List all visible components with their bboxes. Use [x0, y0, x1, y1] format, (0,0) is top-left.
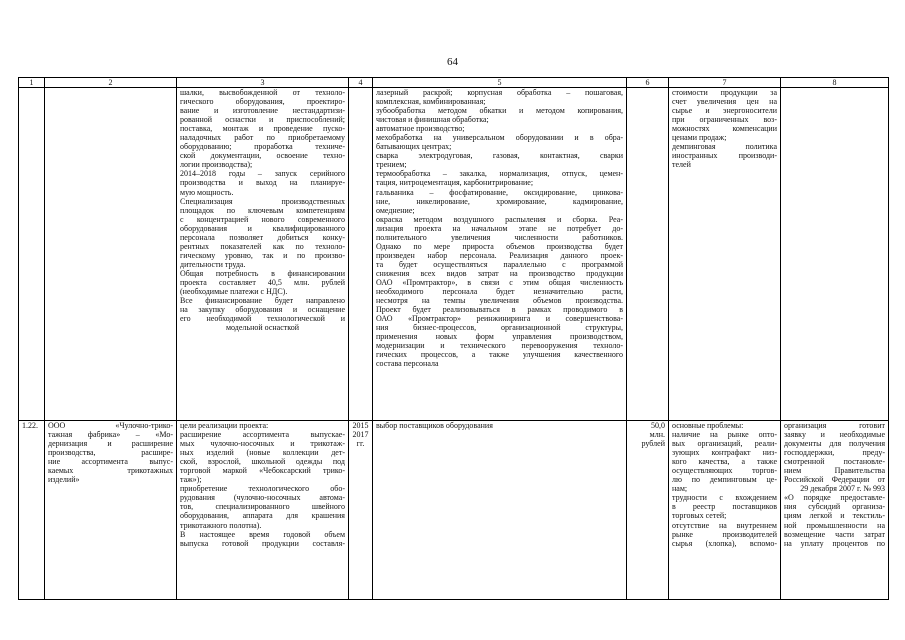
text-line: поставка, монтаж и проведение пуско-: [180, 124, 345, 134]
text-line: с концентрацией нового современного: [180, 214, 345, 224]
text-line: применения новых форм управления производством,: [376, 332, 623, 342]
text-line: документы для получения: [784, 439, 885, 449]
header-cell: 6: [627, 78, 669, 88]
text-line: В настоящее время годовой объем: [180, 529, 345, 539]
project-name-cell: [45, 88, 177, 421]
text-line: омеднение;: [376, 205, 415, 215]
text-line: гических процессов, а также улучшения качественного: [376, 350, 623, 360]
text-line: лазерный раскрой; корпусная обработка – пошаговая,: [376, 88, 623, 97]
text-line: лизация проекта на начальном этапе не потребует до-: [376, 223, 623, 233]
text-line: наличие на рынке опто-: [672, 430, 777, 440]
text-line: 2015: [352, 421, 369, 430]
text-line: «О порядке предоставле-: [784, 493, 885, 503]
text-line: шалки, высвобожденной от техноло-: [180, 88, 345, 97]
text-line: производства, расшире-: [48, 448, 173, 458]
text-line: тация, нитроцементация, карбонитрирование;: [376, 178, 534, 188]
header-cell: 5: [373, 78, 627, 88]
text-line: сырья (хлопка), вспомо-: [672, 538, 777, 548]
text-line: Российской Федерации от: [784, 475, 885, 485]
text-line: торговой маркой «Чебоксарский трико-: [180, 466, 345, 476]
text-line: приобретение технологического обо-: [180, 484, 345, 494]
page-number: 64: [447, 56, 458, 68]
text-line: произведен набор персонала. Реализация данного проек-: [376, 250, 623, 260]
text-line: ской, взрослой, школьной одежды под: [180, 457, 345, 467]
text-line: мых чулочно-носочных и трикотаж-: [180, 439, 345, 449]
text-line: та будет осуществляться параллельно с программой: [376, 259, 623, 269]
support-measures-cell: [781, 421, 889, 600]
text-line: вых организаций, реали-: [672, 439, 777, 449]
text-line: организация готовит: [784, 421, 885, 430]
text-line: расширение ассортимента выпускае-: [180, 430, 345, 440]
text-line: чистовая и финишная обработка;: [376, 115, 489, 125]
text-line: трикотажного полотна).: [180, 520, 262, 530]
text-line: зубообработка методом обкатки и методом копирования,: [376, 106, 623, 116]
text-line: площадок по ключевым компетенциям: [180, 205, 345, 215]
text-line: рудования (чулочно-носочных автома-: [180, 493, 345, 503]
text-line: 50,0: [651, 421, 665, 430]
text-line: мую мощность.: [180, 187, 234, 197]
text-line: смотренной постановле-: [784, 457, 885, 467]
header-cell: 3: [177, 78, 349, 88]
text-line: (необходимые платежи с НДС).: [180, 287, 288, 297]
text-line: производства и выход на планируе-: [180, 178, 345, 188]
header-cell: 1: [19, 78, 45, 88]
text-line: лю по демпинговым це-: [672, 475, 777, 485]
text-line: его необходимой технологической и: [180, 314, 345, 324]
support-measures-cell: [781, 88, 889, 421]
text-line: господдержки, преду-: [784, 448, 885, 458]
table-row: [19, 421, 889, 600]
text-line: персонала позволяет добиться конку-: [180, 232, 345, 242]
text-line: вание и изготовление нестандартизи-: [180, 106, 345, 116]
text-line: млн.: [649, 430, 665, 440]
table-header-row: [19, 78, 889, 88]
text-line: несмотря на темпы увеличения объемов производства.: [376, 296, 623, 306]
period-cell: [349, 88, 373, 421]
text-line: таж»);: [180, 475, 202, 485]
text-line: термообработка – закалка, нормализация, отпуск, цемен-: [376, 169, 623, 179]
text-line: ОАО «Промтрактор», в связи с этим общая численность: [376, 277, 623, 287]
text-line: торговых сетей;: [672, 511, 727, 521]
project-description-cell: [177, 421, 349, 600]
text-line: дернизация и расширение: [48, 439, 173, 449]
text-line: гического оборудования, проектиро-: [180, 97, 345, 107]
text-line: автоматное производство;: [376, 124, 465, 134]
text-line: нием Правительства: [784, 466, 885, 476]
text-line: ской документации, освоение техно-: [180, 151, 345, 161]
text-line: цели реализации проекта:: [180, 421, 269, 430]
project-name-cell: [45, 421, 177, 600]
text-line: снижения всех видов затрат на производство продукции: [376, 268, 623, 278]
text-line: ния субсидий организа-: [784, 502, 885, 512]
text-line: в реестр поставщиков: [672, 502, 777, 512]
text-line: необходимого персонала будет незначительно расти,: [376, 287, 623, 297]
risks-cell: [669, 421, 781, 600]
text-line: счет увеличения цен на: [672, 97, 777, 107]
text-line: основные проблемы:: [672, 421, 744, 430]
financing-cell: [627, 88, 669, 421]
text-line: ных изделий (новые коллекции дет-: [180, 448, 345, 458]
text-line: стоимости продукции за: [672, 88, 777, 97]
text-line: кого качества, а также: [672, 457, 777, 467]
header-cell: 2: [45, 78, 177, 88]
period-cell: [349, 421, 373, 600]
text-line: Однако по мере прироста объемов производства будет: [376, 241, 623, 251]
text-line: 2017: [352, 430, 369, 440]
text-line: гг.: [356, 439, 365, 449]
text-line: ценами продаж;: [672, 133, 727, 143]
text-line: выпуска готовой продукции составля-: [180, 538, 345, 548]
text-line: тов, специализированного швейного: [180, 502, 345, 512]
text-line: возмещение части затрат: [784, 529, 885, 539]
text-line: сырье и энергоносители: [672, 106, 777, 116]
text-line: можностях компенсации: [672, 124, 777, 134]
text-line: полнительного увеличения численности работников.: [376, 232, 623, 242]
text-line: трудности с вхождением: [672, 493, 777, 503]
text-line: рентных показателей как по техноло-: [180, 241, 345, 251]
text-line: выбор поставщиков оборудования: [376, 421, 493, 430]
text-line: рублей: [641, 439, 665, 449]
text-line: рынке производителей: [672, 529, 777, 539]
text-line: Специализация производственных: [180, 196, 345, 206]
text-line: ния бизнес-процессов, организационной структуры,: [376, 323, 623, 333]
text-line: зующих контрафакт низ-: [672, 448, 777, 458]
text-line: каемых трикотажных: [48, 466, 173, 476]
text-line: заявку и необходимые: [784, 430, 885, 440]
text-line: при ограниченных воз-: [672, 115, 777, 125]
text-line: иностранных производи-: [672, 151, 777, 161]
text-line: ние ассортимента выпус-: [48, 457, 173, 467]
text-line: батывающих центрах;: [376, 142, 452, 152]
text-line: на уплату процентов по: [784, 538, 885, 548]
text-line: оборудованию; проработка техниче-: [180, 142, 345, 152]
program-table: [18, 77, 889, 600]
row-number-cell: [19, 88, 45, 421]
text-line: оборудования и квалифицированного: [180, 223, 345, 233]
text-line: Проект будет реализовываться в рамках проводимого в: [376, 305, 623, 315]
text-line: ООО «Чулочно-трико-: [48, 421, 173, 430]
risks-cell: [669, 88, 781, 421]
text-line: гальваника – фосфатирование, оксидирование, цинкова-: [376, 187, 623, 197]
text-line: изделий»: [48, 475, 80, 485]
text-line: отсутствие на внутреннем: [672, 520, 777, 530]
text-line: проекта составляет 40,5 млн. рублей: [180, 277, 345, 287]
text-line: на закупку оборудования и оснащение: [180, 305, 345, 315]
text-line: тажная фабрика» – «Мо-: [48, 430, 173, 440]
header-cell: 7: [669, 78, 781, 88]
text-line: нам;: [672, 484, 688, 494]
text-line: комплексная, комбинированная;: [376, 97, 486, 107]
text-line: циям легкой и текстиль-: [784, 511, 885, 521]
stages-cell: [373, 421, 627, 600]
stages-cell: [373, 88, 627, 421]
row-number-cell: 1.22.: [19, 421, 45, 600]
text-line: мехобработка на универсальном оборудовании и в обра-: [376, 133, 623, 143]
text-line: сварка электродуговая, газовая, контактная, сварки: [376, 151, 623, 161]
text-line: телей: [672, 160, 691, 170]
text-line: рованной оснастки и приспособлений;: [180, 115, 345, 125]
text-line: демпинговая политика: [672, 142, 777, 152]
text-line: 29 декабря 2007 г. № 993: [800, 484, 885, 494]
text-line: гическому уровню, так и по произво-: [180, 250, 345, 260]
text-line: логии производства);: [180, 160, 253, 170]
text-line: оборудования, аппарата для крашения: [180, 511, 345, 521]
text-line: Все финансирование будет направлено: [180, 296, 345, 306]
header-cell: 4: [349, 78, 373, 88]
text-line: состава персонала: [376, 359, 439, 369]
text-line: окраска методом воздушного распыления и сборка. Реа-: [376, 214, 623, 224]
text-line: осуществляющих торгов-: [672, 466, 777, 476]
text-line: ной промышленности на: [784, 520, 885, 530]
text-line: Общая потребность в финансировании: [180, 268, 345, 278]
table-row: [19, 88, 889, 421]
text-line: ОАО «Промтрактор» реинжиниринга и совершенствова-: [376, 314, 623, 324]
text-line: модельной оснасткой: [225, 323, 300, 333]
text-line: модернизации и технического перевооружения техноло-: [376, 341, 623, 351]
text-line: 2014–2018 годы – запуск серийного: [180, 169, 345, 179]
text-line: наладочных работ по приобретаемому: [180, 133, 345, 143]
header-cell: 8: [781, 78, 889, 88]
text-line: трением;: [376, 160, 407, 170]
financing-cell: [627, 421, 669, 600]
text-line: ние, никелирование, хромирование, кадмирование,: [376, 196, 623, 206]
text-line: дительности труда.: [180, 259, 246, 269]
project-description-cell: [177, 88, 349, 421]
